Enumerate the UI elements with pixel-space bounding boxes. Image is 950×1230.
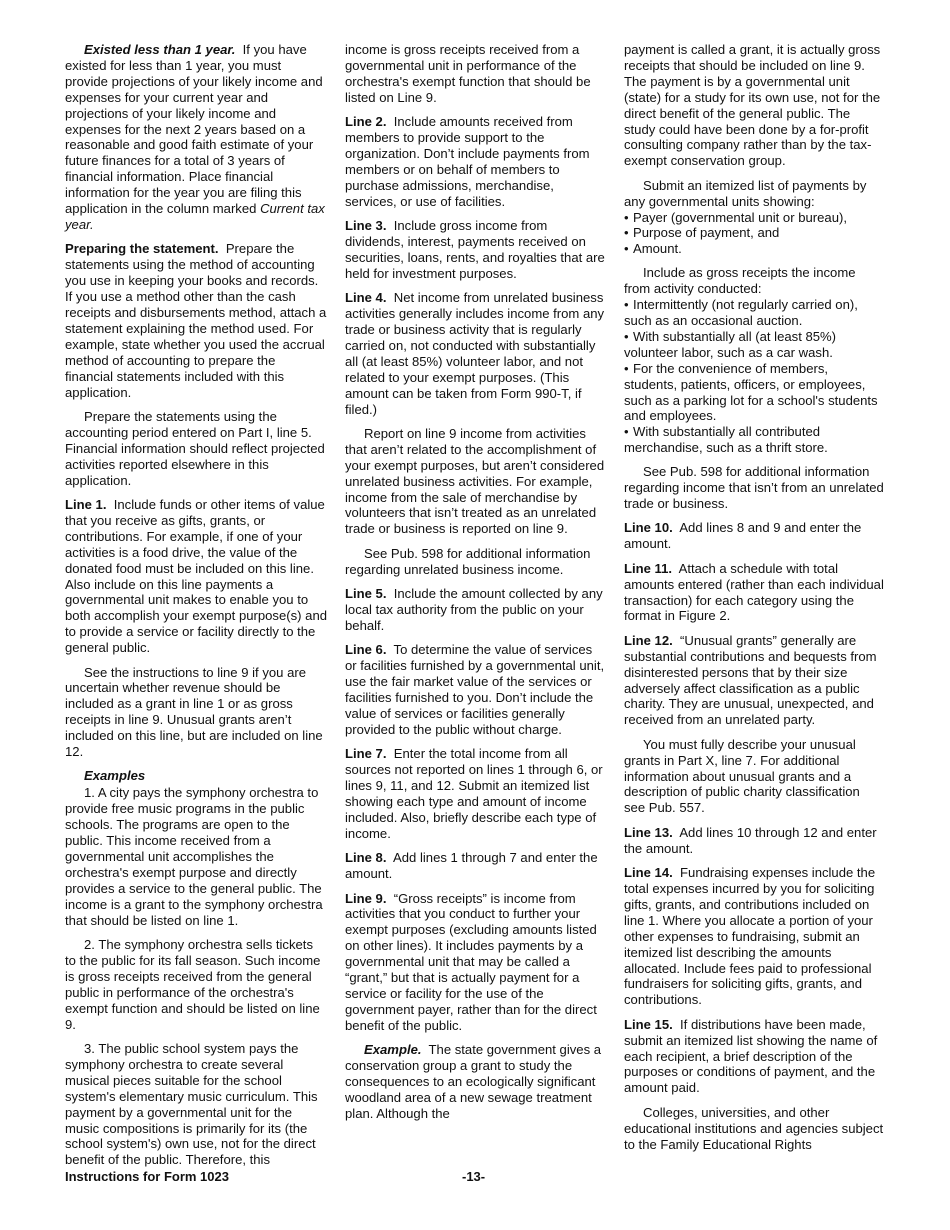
list-item: • With substantially all (at least 85%) volunteer labor, such as a car wash. xyxy=(624,328,837,360)
page-number: -13- xyxy=(462,1169,486,1184)
column-3 xyxy=(624,42,884,1161)
line-14-text: Fundraising expenses include the total expenses incurred by you for soliciting gifts, grants, and contributions included on line 1. Where you allocate a portion of your other expenses to fundraising, submit an itemized list describing the amounts allocated. Include fees paid to professional fundraisers for soliciting gifts, grants, and contributions. xyxy=(624,865,876,1008)
preparing-label: Preparing the statement. xyxy=(65,241,219,257)
line-15-text: If distributions have been made, submit an itemized list showing the name of each recipient, a brief description of the purposes or conditions of payment, and the amount paid. xyxy=(624,1016,878,1096)
include-intro: Include as gross receipts the income from activity conducted: xyxy=(624,265,856,297)
line-3-paragraph xyxy=(345,218,607,282)
examples-heading: Examples xyxy=(84,768,146,784)
list-item: • Purpose of payment, and xyxy=(624,225,780,241)
line-12-label: Line 12. xyxy=(624,632,673,648)
line-13-paragraph xyxy=(624,825,884,857)
line-4-text: Net income from unrelated business activities generally includes income from any trade or business activity that is regularly carried on, not conducted with substantially all (at least 85%) volunteer labor, and not related to your exempt purposes. (This amount can be taken from Form 990-T, if filed.) xyxy=(345,290,605,417)
line-15-label: Line 15. xyxy=(624,1016,673,1032)
line-13-text: Add lines 10 through 12 and enter the amount. xyxy=(624,824,877,856)
existed-text: If you have existed for less than 1 year, you must provide projections of your likely income and expenses for your current year and projections of your likely income and expenses for the next 2 years based on a reasonable and good faith estimate of your future finances for a total of 3 years of financial information. Place financial information for the year you are filing this application in the column marked xyxy=(65,42,323,217)
line-5-text: Include the amount collected by any local tax authority from the public on your behalf. xyxy=(345,586,603,633)
line-11-label: Line 11. xyxy=(624,560,673,576)
existed-less-than-1-year-paragraph xyxy=(65,42,327,233)
see-pub-598-paragraph: See Pub. 598 for additional information regarding unrelated business income. xyxy=(345,545,591,577)
line-15-paragraph xyxy=(624,1017,884,1097)
line-6-text: To determine the value of services or facilities furnished by a governmental unit, use the fair market value of the services or facilities furnished to you. Don’t include the value of services or facilities generally provided to the public without charge. xyxy=(345,642,605,737)
line-8-paragraph xyxy=(345,850,607,882)
preparing-text: Prepare the statements using the method of accounting you use in keeping your books and records. If you use a method other than the cash receipts and disbursements method, attach a statement explaining the method used. For example, state whether you used the accrual method of accounting to prepare the financial statements included with this application. xyxy=(65,241,327,400)
example-label: Example. xyxy=(364,1042,422,1058)
existed-label: Existed less than 1 year. xyxy=(84,42,236,57)
line-6-label: Line 6. xyxy=(345,642,387,658)
payments-bullet-list xyxy=(624,210,884,258)
example-text: The state government gives a conservation group a grant to study the consequences to an ecologically significant woodland area of a new sewage treatment plan. Although the xyxy=(345,1042,602,1121)
line-7-label: Line 7. xyxy=(345,746,387,762)
line-2-text: Include amounts received from members to provide support to the organization. Don’t include payments from members or on behalf of members to purchase admissions, merchandise, services, or use of facilities. xyxy=(345,114,590,209)
line-1-label: Line 1. xyxy=(65,496,107,512)
line-11-paragraph xyxy=(624,561,884,625)
line-13-label: Line 13. xyxy=(624,824,673,840)
line-1-paragraph xyxy=(65,497,327,656)
line-1-text: Include funds or other items of value that you receive as gifts, grants, or contributions. For example, if one of your activities is a food drive, the value of the donated food must be included on this line. Also include on this line payments a governmental unit makes to enable you to both accomplish your exempt purpose(s) and to provide a service or facility directly to the general public. xyxy=(65,496,328,656)
activity-bullet-list xyxy=(624,297,884,456)
line-7-paragraph xyxy=(345,746,607,841)
column-2 xyxy=(345,42,607,1130)
see-line-9-paragraph: See the instructions to line 9 if you are uncertain whether revenue should be included as a grant in line 1 or as gross receipts in line 9. Unusual grants aren’t included on this line, but are included on line 12. xyxy=(65,664,323,760)
line-9-text: “Gross receipts” is income from activities that you conduct to further your exempt purposes (excluding amounts listed on other lines). It includes payments by a governmental unit that may be called a “grant,” but that is actually payment for a service or facility for the use of the government payer, rather than for the direct benefit of the public. xyxy=(345,890,597,1033)
line-9-paragraph xyxy=(345,891,607,1034)
line-14-paragraph xyxy=(624,865,884,1008)
list-item: • With substantially all contributed merchandise, such as a thrift store. xyxy=(624,424,828,456)
list-item: • Amount. xyxy=(624,241,682,257)
line-14-label: Line 14. xyxy=(624,865,673,881)
line-10-paragraph xyxy=(624,520,884,552)
line-11-text: Attach a schedule with total amounts entered (rather than each individual transaction) for each category using the format in Figure 2. xyxy=(624,560,884,624)
continued-example: payment is called a grant, it is actually gross receipts that should be included on line 9. The payment is by a governmental unit (state) for a study for its own use, not for the direct benefit of the general public. The study could have been done by a for-profit consulting company rather than by the tax-exempt conservation group. xyxy=(624,42,881,169)
line-4-label: Line 4. xyxy=(345,290,387,306)
example-paragraph xyxy=(345,1042,607,1122)
continued-example-3: income is gross receipts received from a governmental unit in performance of the orchestra's exempt function that should be listed on Line 9. xyxy=(345,42,591,105)
line-12-text: “Unusual grants” generally are substantial contributions and bequests from disinterested persons that by their size adversely affect classification as a public charity. They are unusual, unexpected, and received from an unrelated party. xyxy=(624,632,877,728)
line-4-paragraph xyxy=(345,290,607,417)
line-8-label: Line 8. xyxy=(345,850,387,866)
line-5-paragraph xyxy=(345,586,607,634)
current-tax-year-term: Current tax year. xyxy=(65,201,325,232)
line-9-label: Line 9. xyxy=(345,890,387,906)
line-10-label: Line 10. xyxy=(624,520,673,536)
see-pub-598-paragraph: See Pub. 598 for additional information regarding income that isn’t from an unrelated trade or business. xyxy=(624,464,884,511)
example-1: 1. A city pays the symphony orchestra to provide free music programs in the public schools. The programs are open to the public. This income received from a governmental unit accomplishes the orchestra's exempt purpose and directly provides a service to the general public. The income is a grant to the symphony orchestra that should be listed on line 1. xyxy=(65,785,323,928)
column-1 xyxy=(65,42,327,1177)
line-6-paragraph xyxy=(345,642,607,737)
list-item: • Intermittently (not regularly carried on), such as an occasional auction. xyxy=(624,297,858,328)
colleges-paragraph: Colleges, universities, and other educational institutions and agencies subject to the Family Educational Rights xyxy=(624,1104,884,1152)
preparing-statement-paragraph xyxy=(65,241,327,400)
line-2-paragraph xyxy=(345,114,607,209)
line-12-paragraph xyxy=(624,633,884,728)
example-2: 2. The symphony orchestra sells tickets to the public for its fall season. Such income is gross receipts received from the general public in performance of the orchestra's exempt function and should be listed on line 9. xyxy=(65,937,321,1032)
report-line-9-paragraph: Report on line 9 income from activities that aren’t related to the accomplishment of your exempt purposes, but aren’t considered unrelated business activities. For example, income from the sale of merchandise by volunteers that isn’t treated as an unrelated trade or business is reported on line 9. xyxy=(345,425,605,537)
line-2-label: Line 2. xyxy=(345,114,387,130)
line-3-text: Include gross income from dividends, interest, payments received on securities, loans, rents, and royalties that are held for investment purposes. xyxy=(345,218,605,281)
line-8-text: Add lines 1 through 7 and enter the amount. xyxy=(345,850,598,882)
line-10-text: Add lines 8 and 9 and enter the amount. xyxy=(624,520,862,552)
line-7-text: Enter the total income from all sources not reported on lines 1 through 6, or lines 9, 11, and 12. Submit an itemized list showing each type and amount of income included. Also, briefly describe each type of income. xyxy=(345,746,603,841)
submit-intro: Submit an itemized list of payments by any governmental units showing: xyxy=(624,177,867,209)
page-footer xyxy=(65,1169,885,1187)
accounting-period-paragraph: Prepare the statements using the accounting period entered on Part I, line 5. Financial information should reflect projected activities reported elsewhere in this application. xyxy=(65,408,325,488)
example-3: 3. The public school system pays the symphony orchestra to create several musical pieces suitable for the school system's elementary music curriculum. This payment by a governmental unit for the music compositions is primarily for its (the school system's) own use, not for the direct benefit of the public. Therefore, this xyxy=(65,1040,318,1168)
list-item: • For the convenience of members, students, patients, officers, or employees, such as a parking lot for a school's students and employees. xyxy=(624,360,878,424)
form-title: Instructions for Form 1023 xyxy=(65,1169,229,1184)
describe-unusual-grants-paragraph: You must fully describe your unusual grants in Part X, line 7. For additional information about unusual grants and a description of public charity classification see Pub. 557. xyxy=(624,736,860,816)
line-5-label: Line 5. xyxy=(345,586,387,602)
line-3-label: Line 3. xyxy=(345,218,387,234)
list-item: • Payer (governmental unit or bureau), xyxy=(624,209,847,225)
